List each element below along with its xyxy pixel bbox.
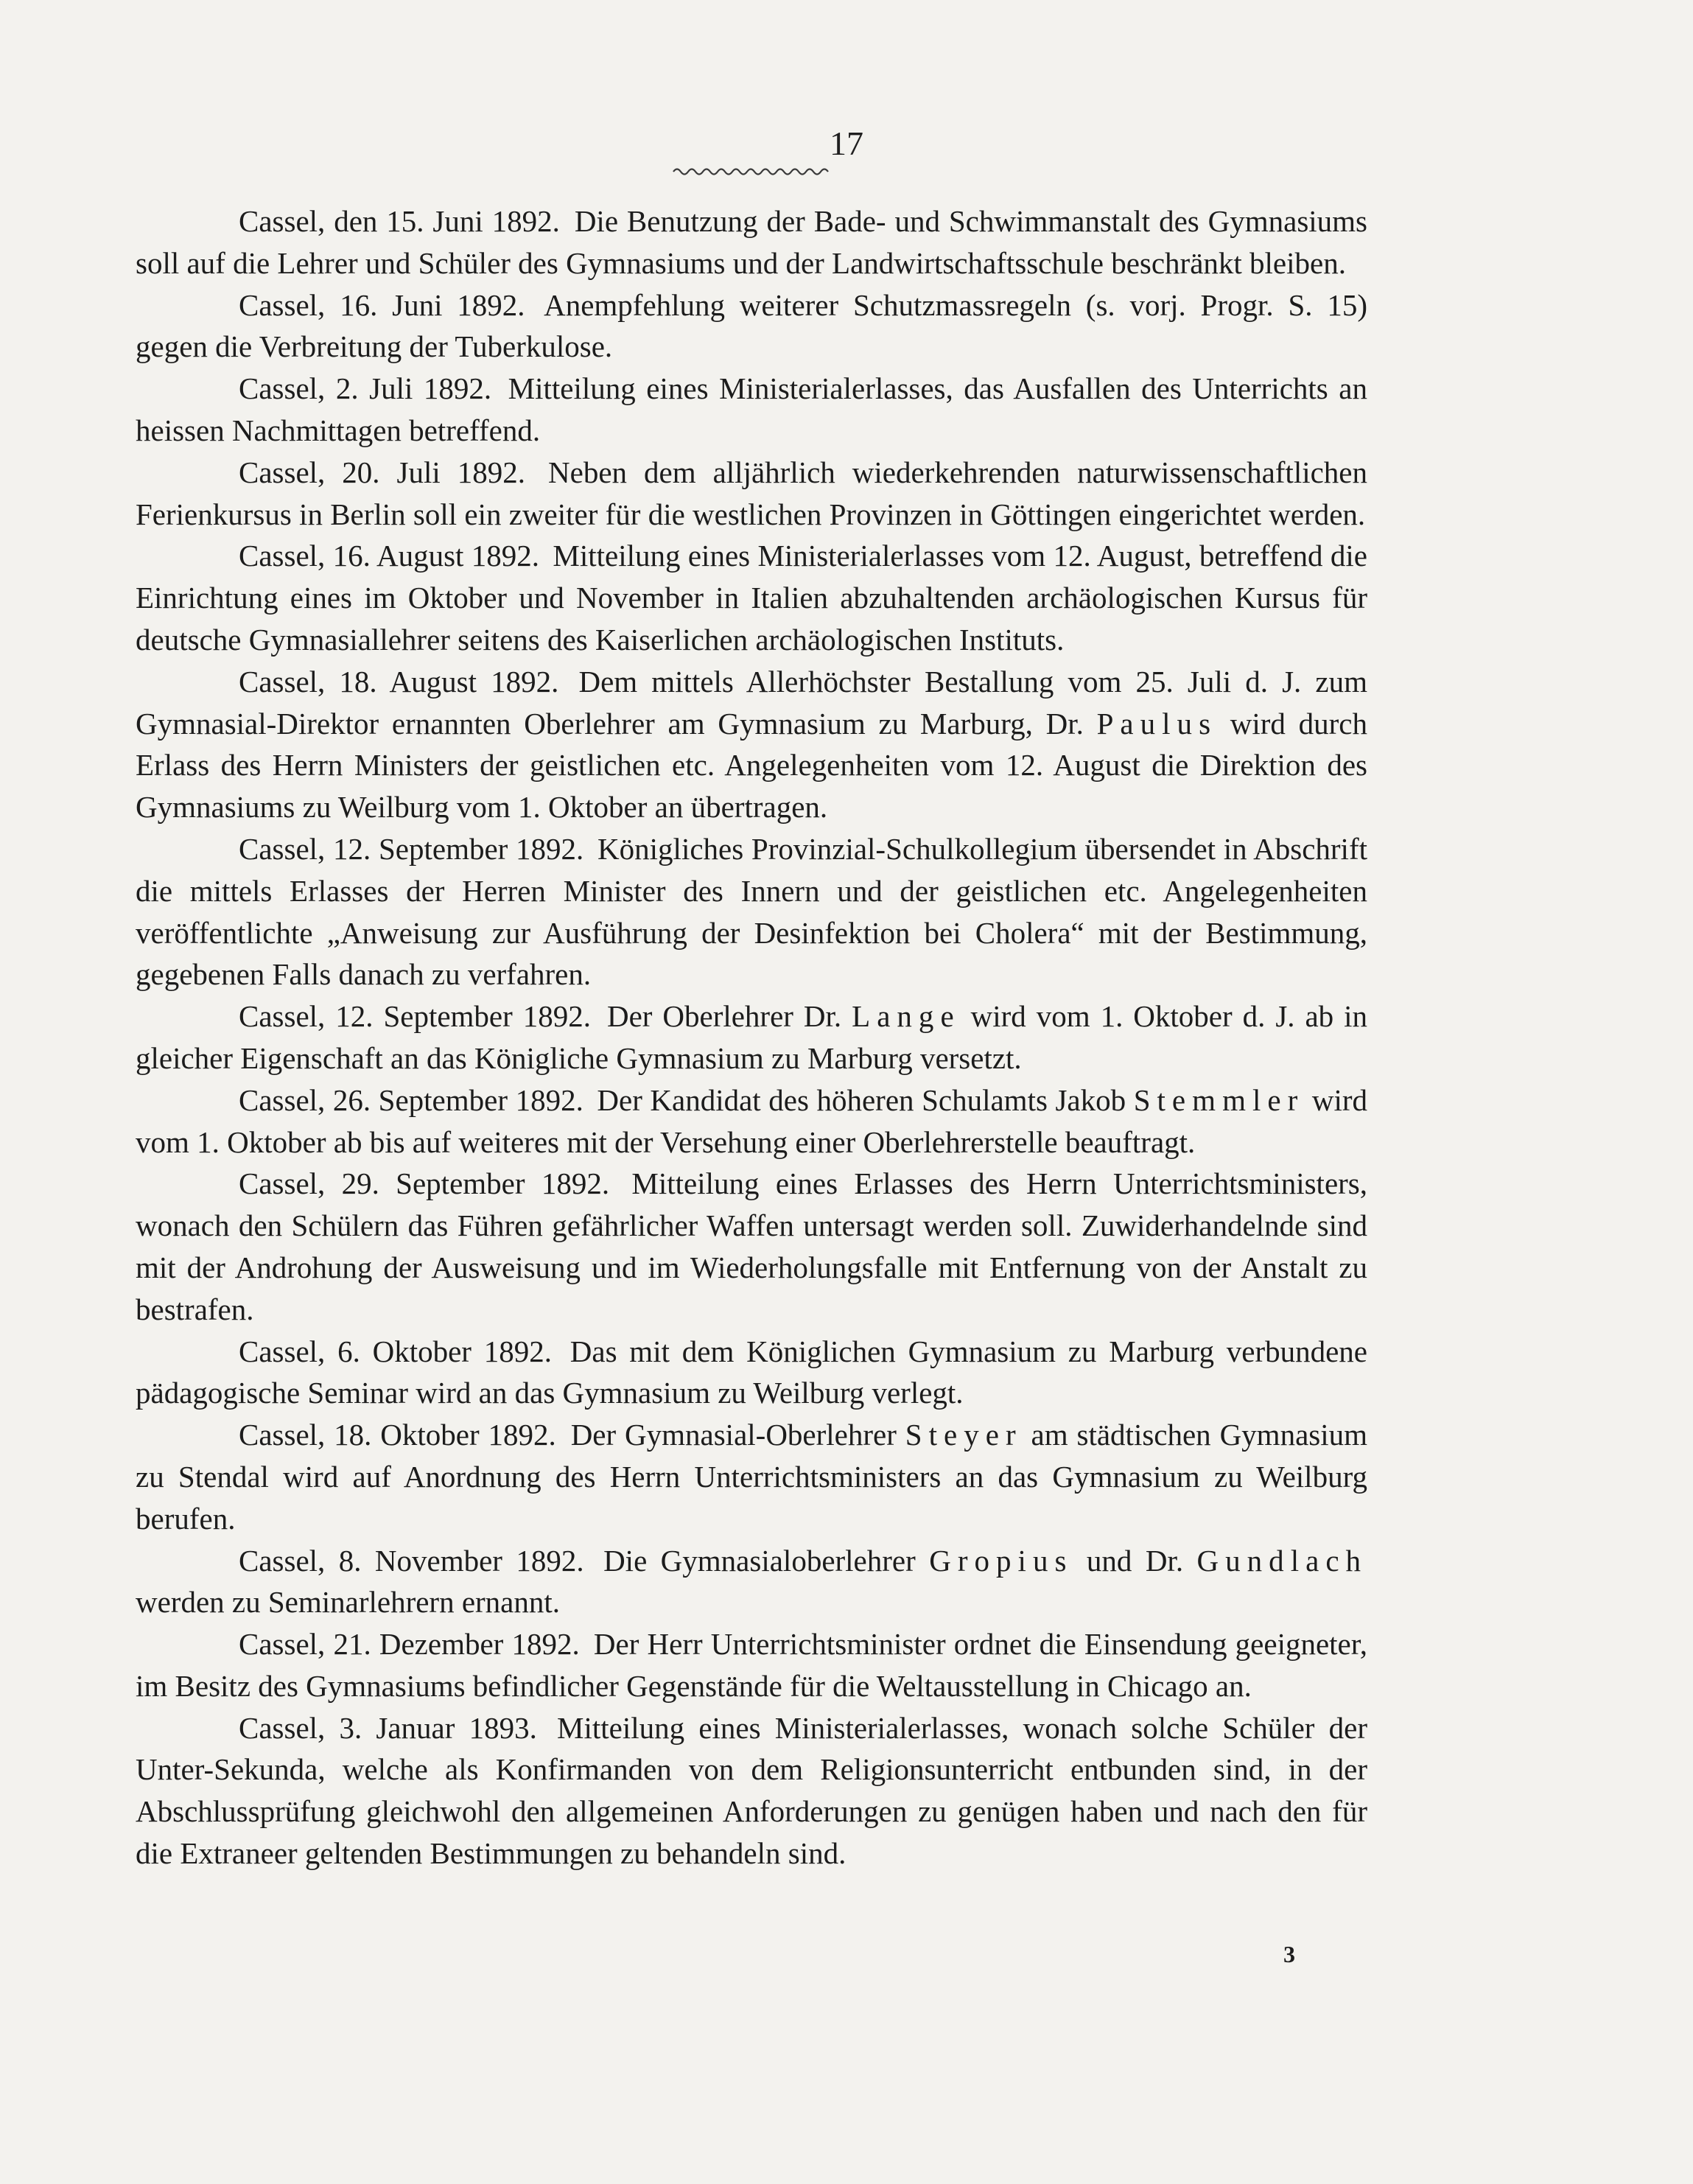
entry-date: Cassel, 6. Oktober 1892. [239,1334,552,1368]
page-number: 17 [830,125,863,162]
entry-text: Mitteilung eines Ministerialerlasses, wonach solche Schüler der Unter-Sekunda, welche als Konfirmanden von dem Religionsunterricht entbunden sind, in der Abschlussprüfung gleichwohl den allgemeinen Anforderungen zu genügen haben und nach den für die Extraneer geltenden Bestimmungen zu behandeln sind. [136,1710,1367,1871]
entry-text: Das mit dem Königlichen Gymnasium zu Marburg verbundene pädagogische Seminar wird an das Gymnasium zu Weilburg verlegt. [136,1334,1367,1410]
entry-text: Die Benutzung der Bade- und Schwimmanstalt des Gymnasiums soll auf die Lehrer und Schüler des Gymnasiums und der Landwirtschaftsschule beschränkt bleiben. [136,204,1368,280]
entry-5 [136,535,1367,660]
entry-date: Cassel, 16. August 1892. [239,539,540,573]
entry-text-middle: und Dr. [1086,1543,1184,1578]
entry-date: Cassel, 20. Juli 1892. [239,455,526,489]
entry-text-after: wird vom 1. Oktober ab bis auf weiteres mit der Versehung einer Oberlehrerstelle beauftragt. [136,1082,1367,1159]
entry-text-before: Der Oberlehrer Dr. [606,999,842,1034]
entry-4 [136,452,1367,536]
entry-14 [136,1623,1367,1707]
person-name: Paulus [1096,706,1218,741]
body-text [136,200,1367,1875]
entry-date: Cassel, 8. November 1892. [239,1543,584,1578]
entry-13 [136,1540,1367,1624]
signature-mark: 3 [1283,1941,1295,1967]
entry-text-after: am städtischen Gymnasium zu Stendal wird auf Anordnung des Herrn Unterrichtsministers an das Gymnasium zu Weilburg berufen. [136,1418,1368,1536]
entry-text: Der Herr Unterrichtsminister ordnet die Einsendung geeigneter, im Besitz des Gymnasiums befindlicher Gegenstände für die Weltausstellung in Chicago an. [136,1627,1368,1703]
entry-11 [136,1331,1367,1415]
entry-text: Mitteilung eines Erlasses des Herrn Unterrichtsministers, wonach den Schülern das Führen gefährlicher Waffen untersagt werden soll. Zuwiderhandelnde sind mit der Androhung der Ausweisung und im Wiederholungsfalle mit Entfernung von der Anstalt zu bestrafen. [136,1166,1367,1326]
entry-text-before: Der Gymnasial-Oberlehrer [570,1418,897,1452]
entry-date: Cassel, 3. Januar 1893. [239,1710,537,1745]
entry-text: Mitteilung eines Ministerialerlasses vom 12. August, betreffend die Einrichtung eines im Oktober und November in Italien abzuhaltenden archäologischen Kursus für deutsche Gymnasiallehrer seitens des Kaiserlichen archäologischen Instituts. [136,539,1368,657]
entry-15 [136,1707,1367,1875]
entry-6 [136,661,1367,828]
entry-text: Mitteilung eines Ministerialerlasses, das Ausfallen des Unterrichts an heissen Nachmittagen betreffend. [136,371,1367,447]
entry-12 [136,1414,1367,1539]
wavy-rule-ornament [672,165,830,178]
entry-text: Neben dem alljährlich wiederkehrenden naturwissenschaftlichen Ferienkursus in Berlin soll ein zweiter für die westlichen Provinzen in Göttingen eingerichtet werden. [136,455,1367,531]
entry-text: Königliches Provinzial-Schulkollegium übersendet in Abschrift die mittels Erlasses der Herren Minister des Innern und der geistlichen etc. Angelegenheiten veröffentlichte „Anweisung zur Ausführung der Desinfektion bei Cholera“ mit der Bestimmung, gegebenen Falls danach zu verfahren. [136,831,1367,992]
entry-7 [136,828,1367,995]
entry-2 [136,284,1367,368]
entry-date: Cassel, den 15. Juni 1892. [239,204,560,238]
entry-text-after: werden zu Seminarlehrern ernannt. [136,1585,561,1620]
entry-1 [136,200,1367,284]
person-name: Lange [852,999,961,1034]
entry-date: Cassel, 12. September 1892. [239,999,591,1034]
entry-date: Cassel, 16. Juni 1892. [239,287,525,322]
entry-8 [136,995,1367,1079]
entry-text-before: Die Gymnasialoberlehrer [603,1543,916,1578]
entry-9 [136,1079,1367,1163]
entry-3 [136,368,1367,452]
entry-text: Anempfehlung weiterer Schutzmassregeln (s. vorj. Progr. S. 15) gegen die Verbreitung der Tuberkulose. [136,287,1367,364]
entry-date: Cassel, 26. September 1892. [239,1082,583,1117]
entry-text-after: wird vom 1. Oktober d. J. ab in gleicher Eigenschaft an das Königliche Gymnasium zu Marburg versetzt. [136,999,1368,1075]
entry-text-before: Dem mittels Allerhöchster Bestallung vom 25. Juli d. J. zum Gymnasial-Direktor ernannten Oberlehrer am Gymnasium zu Marburg, Dr. [136,664,1367,741]
entry-date: Cassel, 2. Juli 1892. [239,371,492,406]
entry-date: Cassel, 21. Dezember 1892. [239,1627,580,1662]
entry-text-after: wird durch Erlass des Herrn Ministers der geistlichen etc. Angelegenheiten vom 12. August die Direktion des Gymnasiums zu Weilburg vom 1. Oktober an übertragen. [136,706,1367,825]
person-name: Stemmler [1133,1082,1305,1117]
entry-date: Cassel, 12. September 1892. [239,831,584,866]
entry-text-before: Der Kandidat des höheren Schulamts Jakob [597,1082,1126,1117]
entry-10 [136,1163,1367,1330]
person-name: Gropius [929,1543,1073,1578]
person-name-2: Gundlach [1196,1543,1368,1578]
entry-date: Cassel, 18. Oktober 1892. [239,1418,556,1452]
entry-date: Cassel, 29. September 1892. [239,1166,610,1201]
person-name: Steyer [905,1418,1023,1452]
entry-date: Cassel, 18. August 1892. [239,664,559,699]
